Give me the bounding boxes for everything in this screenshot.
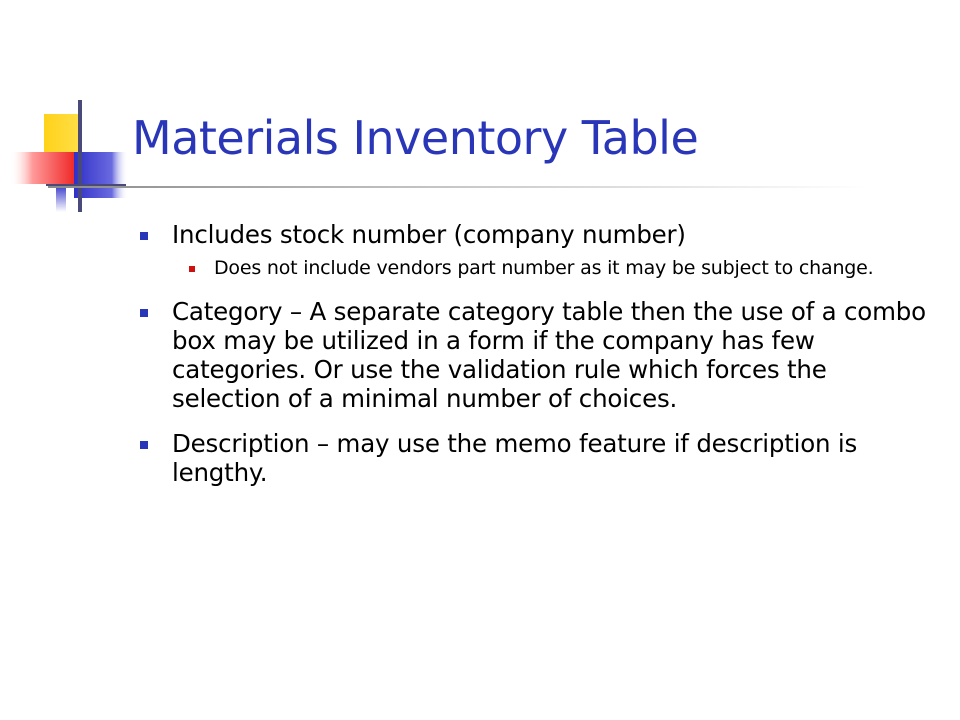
deco-blue-stub: [56, 184, 66, 212]
bullet-item: [140, 429, 930, 487]
deco-blue-square: [74, 152, 128, 198]
corner-decoration-icon: [0, 0, 140, 230]
deco-red-bar: [10, 152, 74, 184]
sub-bullet-text: Does not include vendors part number as it may be subject to change.: [214, 257, 874, 279]
square-sub-bullet-icon: [189, 266, 195, 272]
bullet-item: [140, 220, 930, 281]
bullet-text: Description – may use the memo feature if description is lengthy.: [172, 429, 858, 487]
square-bullet-icon: [140, 232, 148, 240]
title-divider: [48, 186, 868, 188]
slide-title: Materials Inventory Table: [132, 111, 699, 165]
square-bullet-icon: [140, 309, 148, 317]
bullet-text: Category – A separate category table then the use of a combo box may be utilized in a form if the company has few categories. Or use the validation rule which forces the selection of a minimal number of choices.: [172, 297, 926, 413]
square-bullet-icon: [140, 441, 148, 449]
bullet-list: [140, 220, 930, 497]
sub-bullet-list: [172, 255, 930, 281]
bullet-text: Includes stock number (company number): [172, 220, 686, 249]
sub-bullet-item: [172, 255, 930, 281]
deco-vertical-line: [78, 100, 82, 212]
bullet-item: [140, 297, 930, 413]
